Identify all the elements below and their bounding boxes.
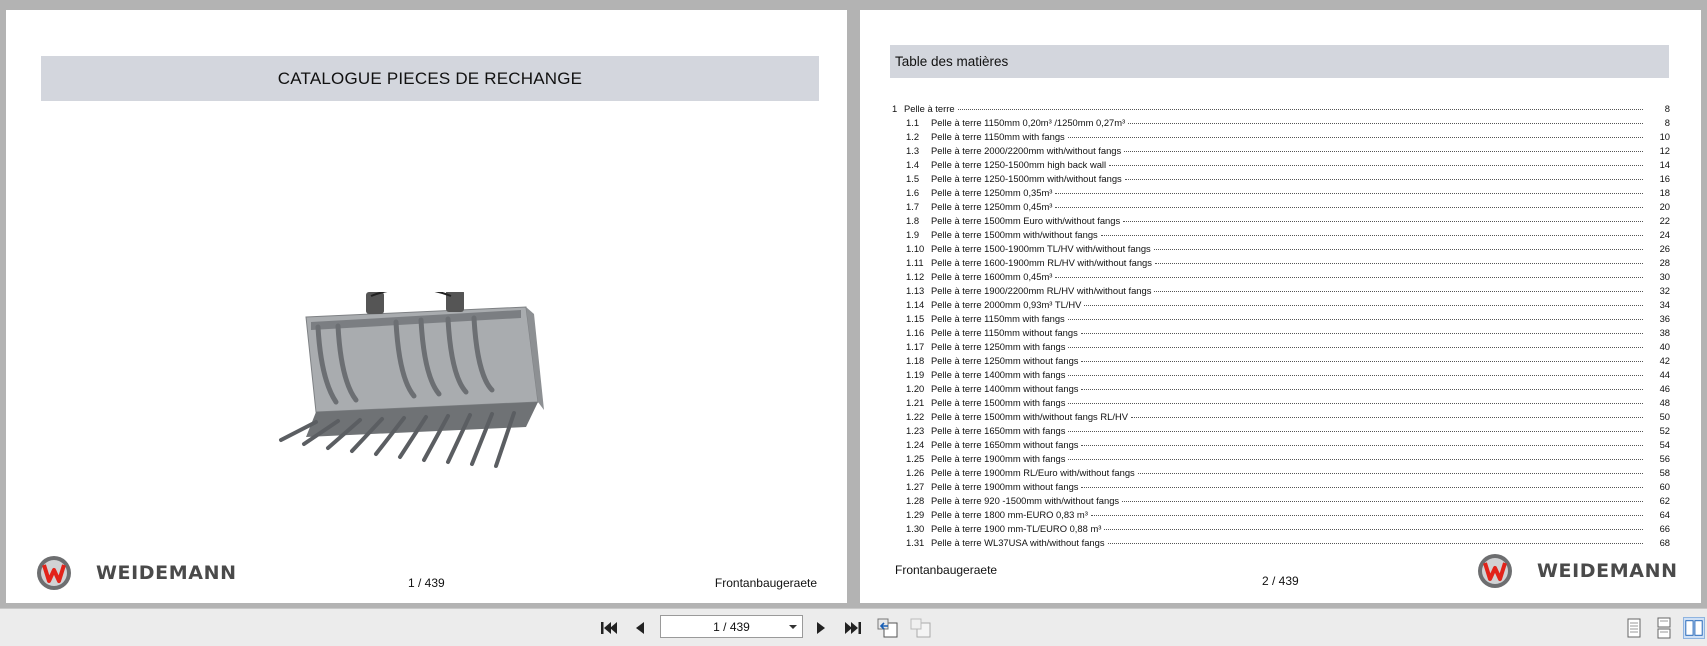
toc-entry[interactable] [892,116,1670,130]
toc-entry-title: Pelle à terre [904,103,955,114]
two-page-icon[interactable] [1683,617,1705,639]
toc-entry-page: 42 [1659,355,1670,366]
toc-entry[interactable] [892,508,1670,522]
toc-entry-title: Pelle à terre 1250mm with fangs [931,341,1066,352]
toc-entry-number: 1.22 [906,411,925,422]
weidemann-logo-icon [1477,553,1513,589]
toc-leader-dots [1155,263,1643,264]
toc-leader-dots [1128,123,1643,124]
toc-entry[interactable] [892,536,1670,550]
document-page-2 [860,10,1701,603]
previous-page-icon [633,620,647,636]
toc-entry-title: Pelle à terre 1150mm with fangs [931,313,1065,324]
toc-entry-title: Pelle à terre 1400mm with fangs [931,369,1066,380]
toc-entry-title: Pelle à terre 1600-1900mm RL/HV with/without fangs [931,257,1152,268]
previous-page-button[interactable] [629,617,651,639]
toc-entry-title: Pelle à terre 1900mm RL/Euro with/without fangs [931,467,1135,478]
toc-leader-dots [1068,347,1643,348]
single-page-icon[interactable] [1623,617,1645,639]
toc-entry-page: 18 [1659,187,1670,198]
toc-entry-page: 22 [1659,215,1670,226]
toc-entry-title: Pelle à terre 1150mm without fangs [931,327,1078,338]
toc-leader-dots [1055,193,1643,194]
toc-entry-title: Pelle à terre 2000/2200mm with/without fangs [931,145,1122,156]
toc-entry[interactable] [892,424,1670,438]
toc-entry-page: 46 [1659,383,1670,394]
toc-leader-dots [1104,529,1643,530]
next-page-icon [814,620,828,636]
toc-leader-dots [1055,207,1643,208]
toc-entry[interactable] [892,382,1670,396]
toc-entry-number: 1.4 [906,159,920,170]
toc-entry-title: Pelle à terre 1250mm 0,45m³ [931,201,1053,212]
toc-entry-page: 56 [1659,453,1670,464]
table-of-contents [892,102,1670,550]
toc-entry-title: Pelle à terre 1900mm without fangs [931,481,1079,492]
toc-entry-page: 32 [1659,285,1670,296]
toc-entry-number: 1.5 [906,173,920,184]
toc-entry[interactable] [892,256,1670,270]
toc-entry-title: Pelle à terre 1500mm with/without fangs RL/HV [931,411,1128,422]
toc-entry-page: 36 [1659,313,1670,324]
toc-leader-dots [1081,389,1643,390]
toc-entry-number: 1.23 [906,425,925,436]
toc-entry-title: Pelle à terre 1500mm with fangs [931,397,1066,408]
toc-entry-title: Pelle à terre 1500mm with/without fangs [931,229,1098,240]
toc-entry[interactable] [892,522,1670,536]
toc-leader-dots [1123,221,1643,222]
toc-entry-number: 1 [892,103,898,114]
last-page-icon [844,620,862,636]
toc-entry-title: Pelle à terre 1900mm with fangs [931,453,1066,464]
go-forward-button[interactable] [909,617,931,639]
toc-entry[interactable] [892,354,1670,368]
toc-leader-dots [1091,515,1643,516]
toc-entry-number: 1.29 [906,509,925,520]
page-number-input[interactable] [660,615,803,638]
toc-entry-page: 14 [1659,159,1670,170]
toc-entry[interactable] [892,410,1670,424]
toc-leader-dots [1154,291,1643,292]
last-page-button[interactable] [842,617,864,639]
toc-leader-dots [1122,501,1643,502]
toc-entry-number: 1.26 [906,467,925,478]
toc-entry-number: 1.28 [906,495,925,506]
toc-entry[interactable] [892,466,1670,480]
toc-entry-page: 50 [1659,411,1670,422]
page-number: 2 / 439 [1262,574,1299,588]
footer-label: Frontanbaugeraete [714,576,817,590]
viewer-toolbar [0,608,1707,646]
catalogue-title: CATALOGUE PIECES DE RECHANGE [41,56,819,101]
toc-entry-title: Pelle à terre 1150mm 0,20m³ /1250mm 0,27m³ [931,117,1126,128]
toc-entry-page: 10 [1659,131,1670,142]
go-back-button[interactable] [876,617,898,639]
toc-entry-page: 66 [1659,523,1670,534]
toc-leader-dots [1068,319,1643,320]
toc-entry-page: 44 [1659,369,1670,380]
toc-entry-number: 1.12 [906,271,925,282]
weidemann-logo [1477,553,1678,589]
grapple-bucket-image [276,292,556,472]
toc-entry[interactable] [892,130,1670,144]
toc-leader-dots [1154,249,1643,250]
continuous-page-icon[interactable] [1653,617,1675,639]
toc-entry-title: Pelle à terre WL37USA with/without fangs [931,537,1105,548]
toc-entry-number: 1.31 [906,537,925,548]
toc-entry-number: 1.7 [906,201,920,212]
toc-entry-page: 54 [1659,439,1670,450]
toc-leader-dots [1055,277,1643,278]
toc-leader-dots [1068,375,1643,376]
toc-entry-page: 12 [1659,145,1670,156]
toc-leader-dots [1081,487,1643,488]
toc-leader-dots [1124,151,1643,152]
toc-entry-title: Pelle à terre 1250-1500mm with/without fangs [931,173,1122,184]
toc-heading: Table des matières [890,45,1669,78]
first-page-button[interactable] [598,617,620,639]
toc-entry-page: 60 [1659,481,1670,492]
toc-leader-dots [1081,361,1643,362]
toc-leader-dots [1081,333,1643,334]
toc-entry-number: 1.19 [906,369,925,380]
toc-entry-title: Pelle à terre 1800 mm-EURO 0,83 m³ [931,509,1088,520]
footer-label: Frontanbaugeraete [895,563,998,577]
first-page-icon [600,620,618,636]
toc-entry-title: Pelle à terre 1900 mm-TL/EURO 0,88 m³ [931,523,1102,534]
toc-entry-page: 52 [1659,425,1670,436]
toc-leader-dots [1084,305,1643,306]
toc-leader-dots [1068,137,1643,138]
toc-entry-number: 1.30 [906,523,925,534]
toc-entry-title: Pelle à terre 1650mm without fangs [931,439,1079,450]
toc-entry-page: 26 [1659,243,1670,254]
toc-entry[interactable] [892,438,1670,452]
toc-entry-number: 1.10 [906,243,925,254]
toc-leader-dots [1101,235,1643,236]
toc-leader-dots [1108,543,1643,544]
toc-entry[interactable] [892,172,1670,186]
toc-leader-dots [1109,165,1643,166]
toc-entry[interactable] [892,228,1670,242]
toc-entry[interactable] [892,144,1670,158]
weidemann-logo [36,555,237,591]
toc-entry-page: 68 [1659,537,1670,548]
toc-entry-number: 1.3 [906,145,920,156]
toc-entry[interactable] [892,186,1670,200]
toc-entry-title: Pelle à terre 1900/2200mm RL/HV with/without fangs [931,285,1152,296]
toc-entry-number: 1.21 [906,397,925,408]
toc-entry[interactable] [892,312,1670,326]
toc-entry[interactable] [892,494,1670,508]
toc-entry[interactable] [892,480,1670,494]
toc-leader-dots [1125,179,1643,180]
toc-entry[interactable] [892,102,1670,116]
toc-leader-dots [958,109,1643,110]
toc-entry[interactable] [892,200,1670,214]
toc-entry[interactable] [892,340,1670,354]
chevron-down-icon[interactable] [789,625,797,629]
toc-entry[interactable] [892,214,1670,228]
toc-entry[interactable] [892,368,1670,382]
page-number: 1 / 439 [408,576,445,590]
page-number-value: 1 / 439 [713,619,750,634]
brand-name: WEIDEMANN [96,562,237,584]
toc-entry-title: Pelle à terre 920 -1500mm with/without fangs [931,495,1120,506]
go-back-icon [876,618,898,638]
toc-entry[interactable] [892,242,1670,256]
toc-entry[interactable] [892,326,1670,340]
document-page-1 [6,10,847,603]
toc-leader-dots [1081,445,1643,446]
toc-entry-page: 28 [1659,257,1670,268]
toc-entry-number: 1.11 [906,257,924,268]
toc-entry-page: 40 [1659,341,1670,352]
weidemann-logo-icon [36,555,72,591]
toc-entry-page: 62 [1659,495,1670,506]
toc-entry-page: 8 [1664,117,1670,128]
toc-entry-page: 20 [1659,201,1670,212]
toc-entry-page: 16 [1659,173,1670,184]
toc-entry-title: Pelle à terre 1400mm without fangs [931,383,1079,394]
toc-entry-title: Pelle à terre 1250-1500mm high back wall [931,159,1107,170]
toc-entry[interactable] [892,298,1670,312]
toc-entry-page: 38 [1659,327,1670,338]
toc-entry-number: 1.20 [906,383,925,394]
toc-entry-number: 1.15 [906,313,925,324]
toc-entry[interactable] [892,158,1670,172]
toc-entry-title: Pelle à terre 1500-1900mm TL/HV with/without fangs [931,243,1151,254]
toc-leader-dots [1068,459,1643,460]
toc-entry-page: 30 [1659,271,1670,282]
toc-entry-number: 1.25 [906,453,925,464]
toc-leader-dots [1068,431,1643,432]
toc-entry-page: 34 [1659,299,1670,310]
toc-entry-title: Pelle à terre 1150mm with fangs [931,131,1065,142]
toc-entry-number: 1.2 [906,131,920,142]
toc-entry-page: 8 [1664,103,1670,114]
toc-leader-dots [1131,417,1643,418]
toc-entry-page: 64 [1659,509,1670,520]
next-page-button[interactable] [810,617,832,639]
go-forward-icon [909,618,931,638]
toc-entry-number: 1.13 [906,285,925,296]
toc-leader-dots [1138,473,1643,474]
toc-entry-title: Pelle à terre 1600mm 0,45m³ [931,271,1053,282]
toc-entry-number: 1.18 [906,355,925,366]
brand-name: WEIDEMANN [1537,560,1678,582]
toc-entry-number: 1.17 [906,341,925,352]
toc-entry-title: Pelle à terre 1500mm Euro with/without fangs [931,215,1121,226]
toc-entry-number: 1.9 [906,229,920,240]
toc-entry-title: Pelle à terre 2000mm 0,93m³ TL/HV [931,299,1082,310]
toc-entry-number: 1.16 [906,327,925,338]
toc-entry-page: 48 [1659,397,1670,408]
toc-entry-number: 1.8 [906,215,920,226]
toc-entry-title: Pelle à terre 1250mm without fangs [931,355,1079,366]
toc-entry[interactable] [892,452,1670,466]
toc-entry[interactable] [892,284,1670,298]
toc-entry-number: 1.1 [906,117,920,128]
toc-leader-dots [1068,403,1643,404]
toc-entry-title: Pelle à terre 1250mm 0,35m³ [931,187,1053,198]
toc-entry-page: 24 [1659,229,1670,240]
toc-entry-number: 1.24 [906,439,925,450]
toc-entry-number: 1.27 [906,481,925,492]
toc-entry[interactable] [892,270,1670,284]
toc-entry-number: 1.14 [906,299,925,310]
toc-entry-page: 58 [1659,467,1670,478]
toc-entry-title: Pelle à terre 1650mm with fangs [931,425,1066,436]
toc-entry[interactable] [892,396,1670,410]
toc-entry-number: 1.6 [906,187,920,198]
